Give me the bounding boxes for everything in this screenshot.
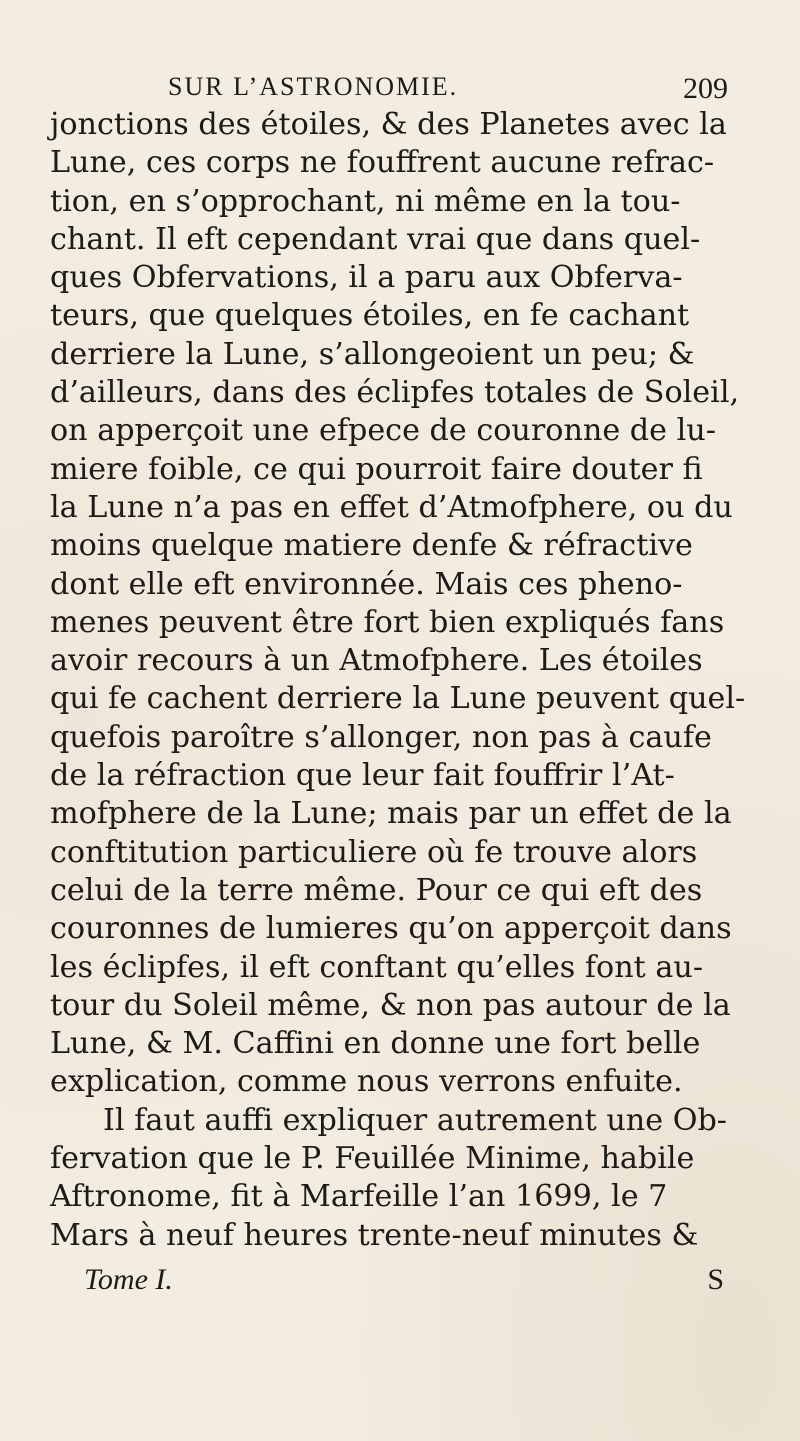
text-line: conftitution particuliere où fe trouve alors [50,834,698,870]
text-line: chant. Il eft cependant vrai que dans quel- [50,221,701,257]
signature-mark: S [707,1263,724,1296]
text-line: la Lune n’a pas en effet d’Atmofphere, ou du [50,489,733,525]
running-head: SUR L’ASTRONOMIE. [168,72,459,101]
page-footer [84,1263,724,1313]
text-line: de la réfraction que leur fait fouffrir l’At- [50,758,675,794]
text-line: les éclipfes, il eft conftant qu’elles font au- [50,949,704,985]
text-line: tion, en s’opprochant, ni même en la tou- [50,183,681,219]
text-line: qui fe cachent derriere la Lune peuvent quel- [50,681,746,717]
text-line: moins quelque matiere denfe & réfractive [50,528,693,564]
text-line: Mars à neuf heures trente-neuf minutes & [50,1217,699,1253]
text-line: Il faut auffi expliquer autrement une Ob- [103,1102,727,1138]
text-line: mofphere de la Lune; mais par un effet de la [50,796,732,832]
text-line: avoir recours à un Atmofphere. Les étoiles [50,643,703,679]
text-line: quefois paroître s’allonger, non pas à caufe [50,719,712,755]
page-number: 209 [683,72,728,105]
text-line: dont elle eft environnée. Mais ces pheno- [50,566,683,602]
text-line: ques Obfervations, il a paru aux Obferva- [50,260,683,296]
text-line: jonctions des étoiles, & des Planetes avec la [50,107,727,142]
text-line: Aftronome, fit à Marfeille l’an 1699, le 7 [50,1179,668,1215]
text-line: fervation que le P. Feuillée Minime, habile [50,1141,695,1177]
text-line: Lune, & M. Caffini en donne une fort belle [50,1026,701,1062]
text-line: on apperçoit une efpece de couronne de lu- [50,413,716,449]
text-line: couronnes de lumieres qu’on apperçoit dans [50,911,732,947]
text-line: tour du Soleil même, & non pas autour de la [50,987,731,1023]
text-line: d’ailleurs, dans des éclipfes totales de Soleil, [50,375,740,411]
text-line: Lune, ces corps ne fouffrent aucune refrac- [50,145,715,181]
text-line: menes peuvent être fort bien expliqués fans [50,604,725,640]
text-line: derriere la Lune, s’allongeoient un peu; & [50,336,695,372]
text-line: miere foible, ce qui pourroit faire douter fi [50,451,703,487]
text-line: explication, comme nous verrons enfuite. [50,1064,683,1100]
text-line: celui de la terre même. Pour ce qui eft des [50,872,703,908]
volume-mark: Tome I. [84,1263,173,1296]
body-text [50,106,795,1255]
text-line: teurs, que quelques étoiles, en fe cachant [50,298,690,334]
